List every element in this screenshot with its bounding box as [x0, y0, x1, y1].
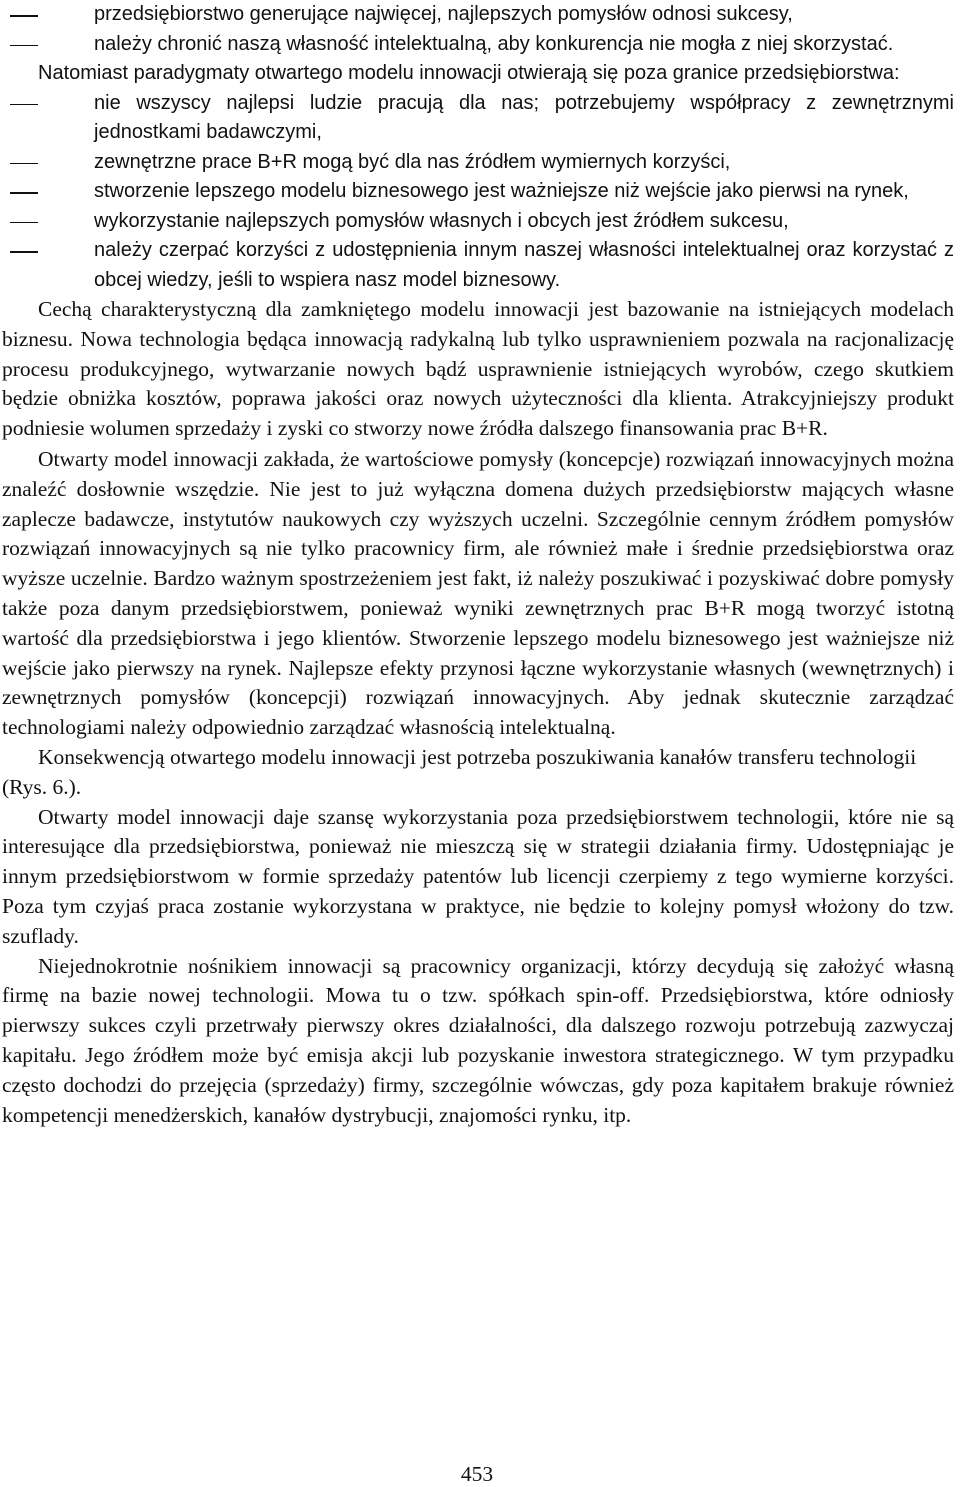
list-item: wykorzystanie najlepszych pomysłów własnych i obcych jest źródłem sukcesu,: [2, 207, 954, 237]
list-item: nie wszyscy najlepsi ludzie pracują dla nas; potrzebujemy współpracy z zewnętrznymi jednostkami badawczymi,: [2, 89, 954, 148]
list-item: zewnętrzne prace B+R mogą być dla nas źródłem wymiernych korzyści,: [2, 148, 954, 178]
open-model-intro: Natomiast paradygmaty otwartego modelu innowacji otwierają się poza granice przedsiębiorstwa:: [38, 62, 900, 84]
list-item: należy chronić naszą własność intelektualną, aby konkurencja nie mogła z niej skorzystać.: [2, 30, 954, 60]
list-item: przedsiębiorstwo generujące najwięcej, najlepszych pomysłów odnosi sukcesy,: [2, 0, 954, 30]
paragraph: Niejednokrotnie nośnikiem innowacji są pracownicy organizacji, którzy decydują się założyć własną firmę na bazie nowej technologii. Mowa tu o tzw. spółkach spin-off. Przedsiębiorstwa, które odniosły pierwszy sukces czyli przetrwały pierwszy okres działalności, dla dalszego rozwoju potrzebują zazwyczaj kapitału. Jego źródłem może być emisja akcji lub pozyskanie inwestora strategicznego. W tym przypadku często dochodzi do przejęcia (sprzedaży) firmy, szczególnie wówczas, gdy poza kapitałem brakuje również kompetencji menedżerskich, kanałów dystrybucji, znajomości rynku, itp.: [2, 953, 954, 1127]
list-item: stworzenie lepszego modelu biznesowego jest ważniejsze niż wejście jako pierwsi na rynek,: [2, 177, 954, 207]
paragraph: Cechą charakterystyczną dla zamkniętego modelu innowacji jest bazowanie na istniejących modelach biznesu. Nowa technologia będąca innowacją radykalną lub tylko usprawnieniem pozwala na racjonalizację procesu produkcyjnego, wytwarzanie nowych bądź usprawnienie istniejących wyrobów, czego skutkiem będzie obniżka kosztów, poprawa jakości oraz nowych użyteczności dla klienta. Atrakcyjniejszy produkt podniesie wolumen sprzedaży i zyski co stworzy nowe źródła dalszego finansowania prac B+R.: [2, 297, 954, 441]
page-number: 453: [460, 1462, 494, 1486]
closed-model-list: [2, 0, 954, 59]
paragraph: Otwarty model innowacji daje szansę wykorzystania poza przedsiębiorstwem technologii, które nie są interesujące dla przedsiębiorstwa, ponieważ nie mieszczą się w strategii działania firmy. Udostępniając je innym przedsiębiorstwom w formie sprzedaży patentów lub licencji czerpiemy z tego wymierne korzyści. Poza tym czyjaś praca zostanie wykorzystana w praktyce, nie będzie to kolejny pomysł włożony do tzw. szuflady.: [2, 804, 954, 948]
list-item: należy czerpać korzyści z udostępnienia innym naszej własności intelektualnej oraz korzystać z obcej wiedzy, jeśli to wspiera nasz model biznesowy.: [2, 236, 954, 295]
paragraph: Otwarty model innowacji zakłada, że wartościowe pomysły (koncepcje) rozwiązań innowacyjnych można znaleźć dosłownie wszędzie. Nie jest to już wyłączna domena dużych przedsiębiorstw mających własne zaplecze badawcze, instytutów naukowych czy wyższych uczelni. Szczególnie cennym źródłem pomysłów rozwiązań innowacyjnych są nie tylko pracownicy firm, ale również małe i średnie przedsiębiorstwa oraz wyższe uczelnie. Bardzo ważnym spostrzeżeniem jest fakt, iż należy poszukiwać i pozyskiwać dobre pomysły także poza danym przedsiębiorstwem, ponieważ wyniki zewnętrznych prac B+R mogą tworzyć istotną wartość dla przedsiębiorstwa i jego klientów. Stworzenie lepszego modelu biznesowego jest ważniejsze niż wejście jako pierwszy na rynek. Najlepsze efekty przynosi łączne wykorzystanie własnych (wewnętrznych) i zewnętrznych pomysłów (koncepcji) rozwiązań innowacyjnych. Aby jednak skutecznie zarządzać technologiami należy odpowiednio zarządzać własnością intelektualną.: [2, 446, 954, 740]
paragraph: Konsekwencją otwartego modelu innowacji jest potrzeba poszukiwania kanałów transferu technologii (Rys. 6.).: [2, 744, 917, 799]
body-text: [2, 295, 954, 1130]
open-model-list: [2, 89, 954, 296]
